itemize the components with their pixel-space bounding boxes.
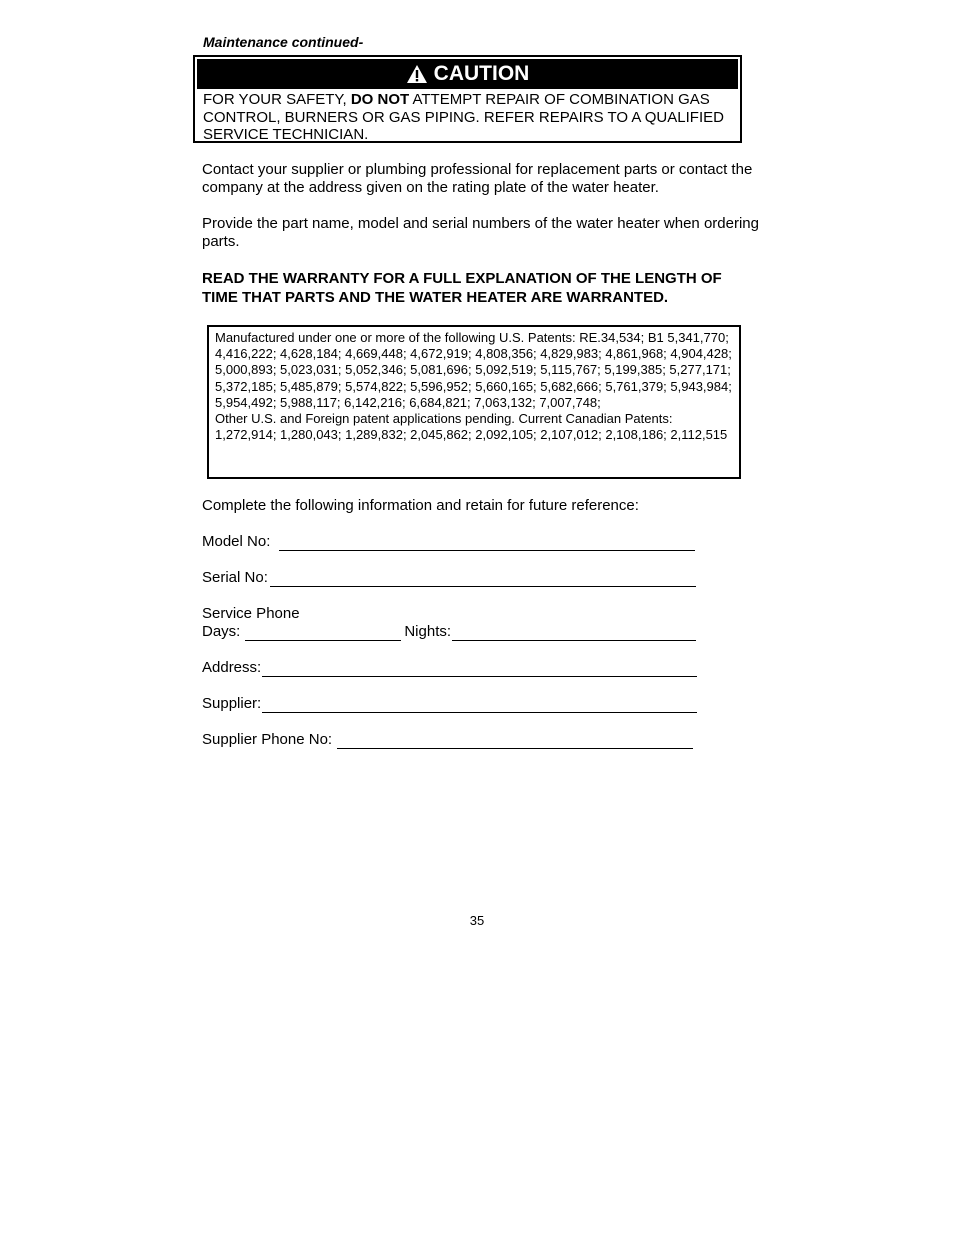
serial-field xyxy=(202,569,696,587)
other-patents: Other U.S. and Foreign patent applications pending. Current Canadian Patents: 1,272,914; 1,280,043; 1,289,832; 2,045,862; 2,092,105; 2,107,012; 2,108,186; 2,112,515 xyxy=(215,411,728,443)
caution-box xyxy=(193,55,742,143)
address-label: Address: xyxy=(202,659,262,676)
service-phone-label: Service Phone xyxy=(202,605,300,622)
form-intro: Complete the following information and retain for future reference: xyxy=(202,497,639,514)
address-field xyxy=(202,659,697,677)
serial-blank[interactable] xyxy=(270,572,696,587)
nights-blank[interactable] xyxy=(452,626,696,641)
supplier-blank[interactable] xyxy=(262,698,697,713)
supplier-label: Supplier: xyxy=(202,695,262,712)
caution-title: CAUTION xyxy=(433,62,530,85)
address-blank[interactable] xyxy=(262,662,697,677)
supplier-phone-blank[interactable] xyxy=(337,734,693,749)
patent-box xyxy=(207,325,741,479)
model-field xyxy=(202,533,695,551)
supplier-phone-field xyxy=(202,731,693,749)
contact-paragraph: Contact your supplier or plumbing professional for replacement parts or contact the company at the address given on the rating plate of the water heater. xyxy=(202,161,753,196)
page-number: 35 xyxy=(469,913,485,928)
model-label: Model No: xyxy=(202,533,271,550)
service-phone-field xyxy=(202,623,696,641)
patent-text xyxy=(209,327,739,443)
days-label: Days: xyxy=(202,623,241,640)
serial-label: Serial No: xyxy=(202,569,268,586)
nights-label: Nights: xyxy=(404,623,452,640)
warning-triangle-icon xyxy=(406,64,428,84)
days-blank[interactable] xyxy=(245,626,401,641)
caution-text: FOR YOUR SAFETY, DO NOT ATTEMPT REPAIR OF COMBINATION GAS CONTROL, BURNERS OR GAS PIPING. REFER REPAIRS TO A QUALIFIED SERVICE TECHNICIAN. xyxy=(203,91,724,143)
us-patents: Manufactured under one or more of the following U.S. Patents: RE.34,534; B1 5,341,770; 4,416,222; 4,628,184; 4,669,448; 4,672,919; 4,808,356; 4,829,983; 4,861,968; 4,904,428; 5,000,893; 5,023,031; 5,052,346; 5,081,696; 5,092,519; 5,115,767; 5,199,385; 5,277,171; 5,372,185; 5,485,879; 5,574,822; 5,596,952; 5,660,165; 5,682,666; 5,761,379; 5,943,984; 5,954,492; 5,988,117; 6,142,216; 6,684,821; 7,063,132; 7,007,748; xyxy=(215,330,732,410)
section-heading: Maintenance continued- xyxy=(203,34,364,50)
provide-paragraph: Provide the part name, model and serial numbers of the water heater when ordering parts. xyxy=(202,215,759,250)
model-blank[interactable] xyxy=(279,536,695,551)
supplier-field xyxy=(202,695,697,713)
supplier-phone-label: Supplier Phone No: xyxy=(202,731,333,748)
caution-header xyxy=(197,59,738,89)
warranty-notice: READ THE WARRANTY FOR A FULL EXPLANATION OF THE LENGTH OF TIME THAT PARTS AND THE WATER HEATER ARE WARRANTED. xyxy=(202,270,722,306)
